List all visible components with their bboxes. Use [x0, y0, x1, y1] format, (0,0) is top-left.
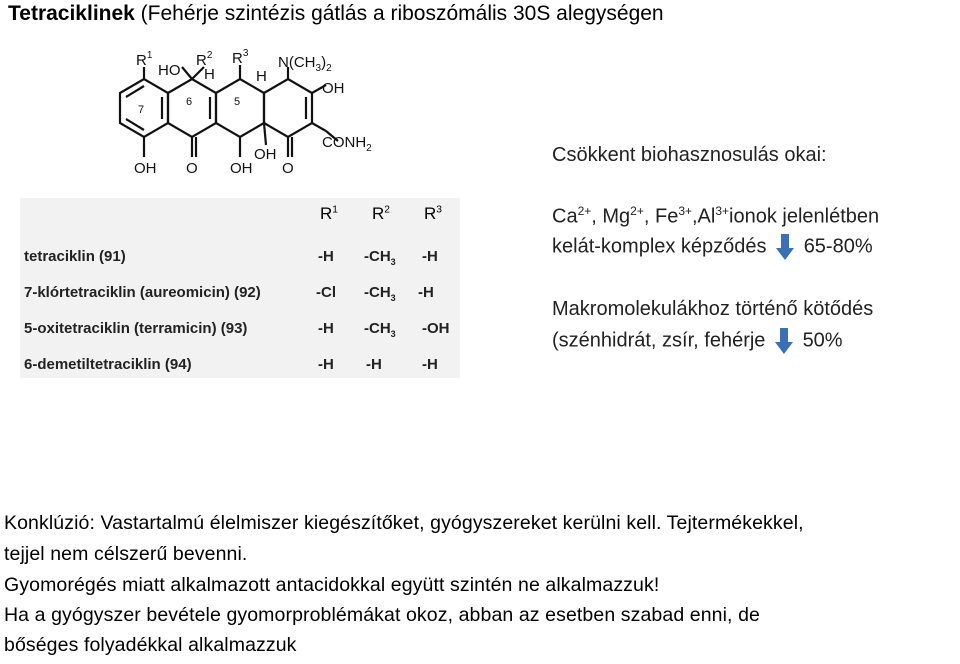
bioavailability-heading: Csökkent biohasznosulás okai: [552, 144, 827, 166]
ions-line: $Ca^{2+}$, $Mg^{2+}$, $Fe^{3+},Al^{3+}ionok$ jelenlétben [552, 204, 880, 228]
derivatives-table [20, 198, 460, 378]
kelat-line: kelát-komplex képződés 65-80% [552, 234, 873, 260]
struct-h1: H [204, 66, 215, 83]
table-cell-r1: -H [318, 320, 334, 337]
struct-ho: HO [158, 62, 181, 79]
makro-line: Makromolekulákhoz történő kötődés [552, 298, 874, 320]
conclusion-line-1: Konklúzió: Vastartalmú élelmiszer kiegészítőket, gyógyszereket kerülni kell. Tejtermékekkel, [4, 512, 804, 534]
struct-h2: H [256, 68, 267, 85]
table-row-name: tetraciklin (91) [24, 248, 126, 265]
struct-oh-b1: OH [134, 160, 157, 177]
struct-oh-b3: OH [254, 146, 277, 163]
table-cell-r1: -Cl [316, 284, 336, 301]
table-cell-r3: -H [422, 356, 438, 373]
ring-7-label: 7 [138, 104, 145, 116]
table-row-name: 5-oxitetraciklin (terramicin) (93) [24, 320, 248, 337]
title-rest: (Fehérje szintézis gátlás a riboszómális 30S alegységen [134, 2, 664, 25]
table-header-r2: $R^2$ [372, 204, 390, 223]
struct-r1: $R^1$ [136, 50, 153, 69]
conclusion-line-4: Ha a gyógyszer bevétele gyomorproblémákat okoz, abban az esetben szabad enni, de [4, 604, 760, 626]
table-cell-r2: -H [366, 356, 382, 373]
table-cell-r1: -H [318, 356, 334, 373]
makro-line-2: (szénhidrát, zsír, fehérje 50% [552, 328, 843, 354]
struct-o-b1: O [186, 160, 198, 177]
table-cell-r3: -H [422, 248, 438, 265]
table-cell-r1: -H [318, 248, 334, 265]
conclusion-line-3: Gyomorégés miatt alkalmazott antacidokkal együtt szintén ne alkalmazzuk! [4, 574, 660, 596]
conclusion-line-5: bőséges folyadékkal alkalmazzuk [4, 634, 297, 656]
ring-5-label: 5 [234, 96, 241, 108]
table-cell-r3: -H [418, 284, 434, 301]
table-cell-r2: $-CH_3$ [364, 284, 396, 303]
struct-oh-right: OH [322, 80, 345, 97]
ring-6-label: 6 [186, 96, 193, 108]
struct-o-b2: O [282, 160, 294, 177]
table-header-r3: $R^3$ [424, 204, 442, 223]
table-row-name: 6-demetiltetraciklin (94) [24, 356, 192, 373]
table-cell-r2: $-CH_3$ [364, 248, 396, 267]
struct-r3: $R^3$ [232, 48, 249, 67]
struct-nme2: $N(CH_3)_2$ [278, 54, 332, 74]
table-cell-r3: -OH [422, 320, 450, 337]
table-header-r1: $R^1$ [320, 204, 338, 223]
page-title [8, 2, 664, 26]
tetracycline-structure [100, 45, 400, 185]
down-arrow-icon [775, 328, 793, 354]
struct-r2: $R^2$ [196, 50, 213, 69]
struct-oh-b2: OH [230, 160, 253, 177]
table-row-name: 7-klórtetraciklin (aureomicin) (92) [24, 284, 261, 301]
conclusion-line-2: tejjel nem célszerű bevenni. [4, 543, 248, 565]
table-cell-r2: $-CH_3$ [364, 320, 396, 339]
title-bold: Tetraciklinek [8, 2, 135, 25]
down-arrow-icon [776, 234, 794, 260]
struct-conh2: $CONH_2$ [322, 134, 372, 154]
